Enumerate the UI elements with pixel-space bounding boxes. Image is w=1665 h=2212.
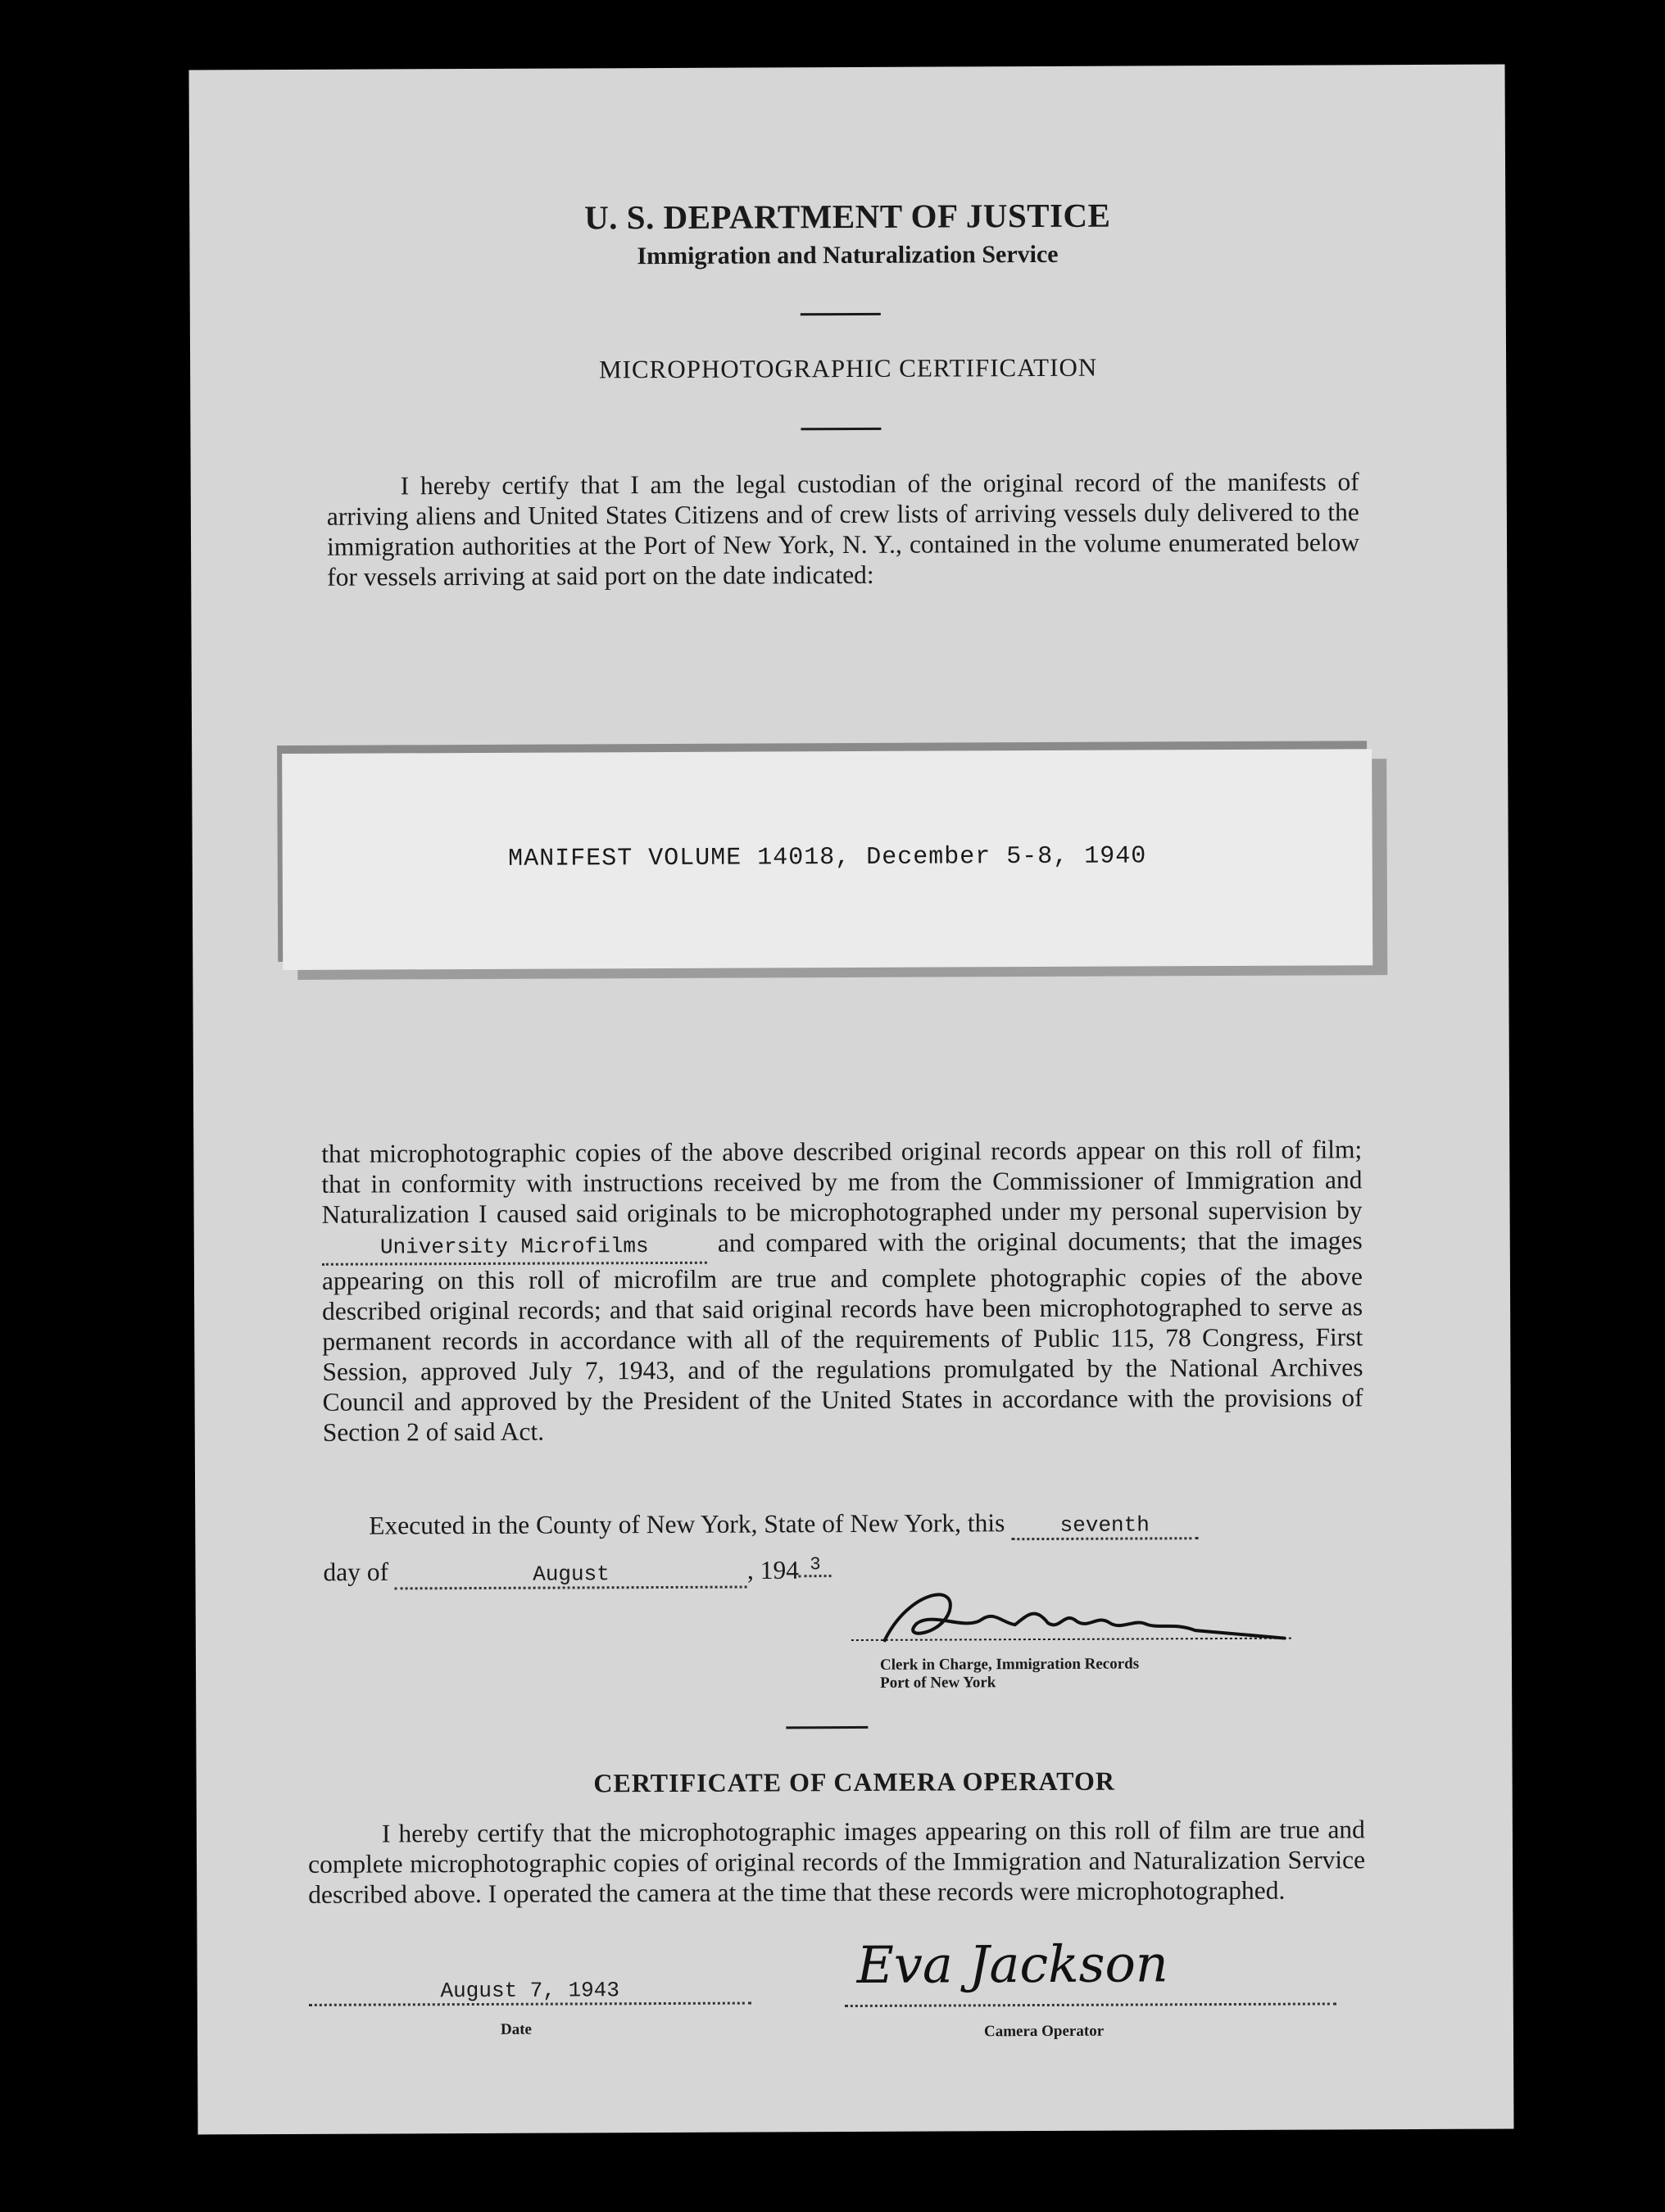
clerk-signature — [851, 1573, 1294, 1657]
day-of-label: day of — [323, 1557, 389, 1587]
clerk-title — [880, 1655, 1139, 1692]
execution-date-line — [323, 1554, 832, 1589]
volume-label-card — [282, 749, 1372, 970]
year-digit-field: 3 — [799, 1554, 832, 1577]
intro-paragraph: I hereby certify that I am the legal custodian of the original record of the manifests of arriving aliens and United States Citizens and of crew lists of arriving vessels duly delivered to the immigration authorities at the Port of New York, N. Y., contained in the volume enumerated below for vessels arriving at said port on the date indicated: — [326, 467, 1360, 592]
divider — [801, 428, 881, 430]
body-text-part1: that microphotographic copies of the above described original records appear on this roll of film; that in conformity with instructions received by me from the Commissioner of Immigration and Naturalization I caused said originals to be microphotographed under my personal supervision by — [321, 1135, 1363, 1229]
execution-prefix: Executed in the County of New York, State of New York, this — [369, 1508, 1005, 1540]
volume-label: MANIFEST VOLUME 14018, December 5-8, 1940 — [508, 842, 1147, 873]
certificate-sheet — [189, 65, 1514, 2135]
clerk-title-line2: Port of New York — [880, 1674, 996, 1692]
divider — [801, 313, 881, 315]
camera-date-line — [309, 1973, 751, 2006]
clerk-title-line1: Clerk in Charge, Immigration Records — [879, 1655, 1140, 1674]
service-subheading: Immigration and Naturalization Service — [637, 240, 1059, 270]
execution-day-field: seventh — [1011, 1512, 1198, 1540]
year-prefix: , 194 — [746, 1555, 800, 1585]
certification-title: MICROPHOTOGRAPHIC CERTIFICATION — [598, 352, 1098, 384]
microfilmer-field: University Microfilms — [322, 1231, 707, 1266]
camera-operator-title: CERTIFICATE OF CAMERA OPERATOR — [593, 1766, 1116, 1798]
certification-body — [321, 1134, 1363, 1448]
camera-date-field: August 7, 1943 — [309, 1978, 751, 2006]
camera-operator-signature: Eva Jackson — [856, 1933, 1168, 1995]
execution-month-field: August — [395, 1561, 747, 1589]
camera-paragraph: I hereby certify that the microphotographic images appearing on this roll of film are true and complete microphotographic copies of original records of the Immigration and Naturalization Service described above. I operated the camera at the time that these records were microphotographed. — [307, 1815, 1366, 1909]
camera-operator-label: Camera Operator — [983, 2022, 1105, 2041]
date-label: Date — [500, 2020, 532, 2038]
divider — [786, 1726, 868, 1729]
body-text-part2: and compared with the original documents; that the images appearing on this roll of microfilm are true and complete photographic copies of the above described original records; and that said original records have been microphotographed to serve as permanent records in accordance with all of the requirements of Public 115, 78 Congress, First Session, approved July 7, 1943, and of the regulations promulgated by the National Archives Council and approved by the President of the United States in accordance with the provisions of Section 2 of said Act. — [321, 1226, 1363, 1447]
department-heading: U. S. DEPARTMENT OF JUSTICE — [584, 196, 1111, 237]
execution-line — [369, 1507, 1198, 1543]
